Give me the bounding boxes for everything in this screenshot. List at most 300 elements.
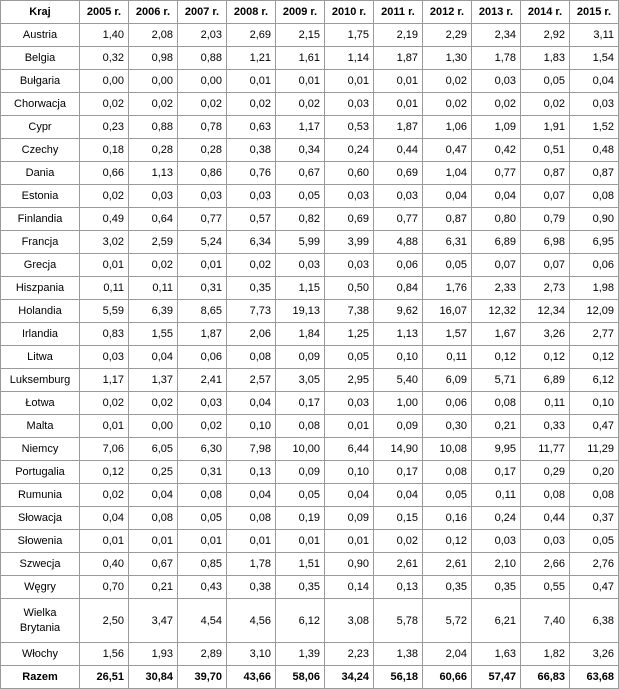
- value-cell: 0,32: [80, 47, 129, 70]
- value-cell: 1,37: [129, 369, 178, 392]
- value-cell: 2,95: [325, 369, 374, 392]
- value-cell: 14,90: [374, 438, 423, 461]
- value-cell: 2,29: [423, 24, 472, 47]
- value-cell: 1,63: [472, 643, 521, 666]
- value-cell: 58,06: [276, 666, 325, 689]
- header-year: 2015 r.: [570, 1, 619, 24]
- value-cell: 2,57: [227, 369, 276, 392]
- value-cell: 3,10: [227, 643, 276, 666]
- value-cell: 0,01: [374, 93, 423, 116]
- value-cell: 2,15: [276, 24, 325, 47]
- value-cell: 0,03: [472, 70, 521, 93]
- value-cell: 0,01: [80, 530, 129, 553]
- value-cell: 0,66: [80, 162, 129, 185]
- table-row: [1, 369, 619, 392]
- value-cell: 1,55: [129, 323, 178, 346]
- value-cell: 0,11: [423, 346, 472, 369]
- value-cell: 63,68: [570, 666, 619, 689]
- value-cell: 1,76: [423, 277, 472, 300]
- value-cell: 0,47: [570, 415, 619, 438]
- value-cell: 7,38: [325, 300, 374, 323]
- value-cell: 2,73: [521, 277, 570, 300]
- value-cell: 0,69: [374, 162, 423, 185]
- value-cell: 2,08: [129, 24, 178, 47]
- value-cell: 6,95: [570, 231, 619, 254]
- value-cell: 0,04: [374, 484, 423, 507]
- value-cell: 0,03: [276, 254, 325, 277]
- value-cell: 0,21: [472, 415, 521, 438]
- value-cell: 1,15: [276, 277, 325, 300]
- value-cell: 0,06: [423, 392, 472, 415]
- value-cell: 1,78: [472, 47, 521, 70]
- value-cell: 0,02: [80, 392, 129, 415]
- value-cell: 0,08: [227, 346, 276, 369]
- value-cell: 0,87: [570, 162, 619, 185]
- value-cell: 2,69: [227, 24, 276, 47]
- country-cell: Łotwa: [1, 392, 80, 415]
- country-cell: Luksemburg: [1, 369, 80, 392]
- country-cell: Belgia: [1, 47, 80, 70]
- value-cell: 1,98: [570, 277, 619, 300]
- value-cell: 2,92: [521, 24, 570, 47]
- value-cell: 0,06: [570, 254, 619, 277]
- value-cell: 0,08: [178, 484, 227, 507]
- table-row: [1, 162, 619, 185]
- value-cell: 0,67: [276, 162, 325, 185]
- table-row: [1, 323, 619, 346]
- table-row: [1, 47, 619, 70]
- value-cell: 0,01: [227, 70, 276, 93]
- value-cell: 0,02: [521, 93, 570, 116]
- value-cell: 0,77: [374, 208, 423, 231]
- value-cell: 2,03: [178, 24, 227, 47]
- value-cell: 5,59: [80, 300, 129, 323]
- value-cell: 0,90: [570, 208, 619, 231]
- table-row: [1, 599, 619, 643]
- value-cell: 0,07: [521, 254, 570, 277]
- value-cell: 0,10: [374, 346, 423, 369]
- value-cell: 0,02: [227, 254, 276, 277]
- value-cell: 0,04: [227, 392, 276, 415]
- value-cell: 6,05: [129, 438, 178, 461]
- table-row: [1, 507, 619, 530]
- value-cell: 6,98: [521, 231, 570, 254]
- value-cell: 2,10: [472, 553, 521, 576]
- value-cell: 0,35: [276, 576, 325, 599]
- value-cell: 0,17: [276, 392, 325, 415]
- value-cell: 0,08: [521, 484, 570, 507]
- value-cell: 0,37: [570, 507, 619, 530]
- table-body: [1, 24, 619, 689]
- country-cell: Cypr: [1, 116, 80, 139]
- value-cell: 0,03: [325, 185, 374, 208]
- value-cell: 3,47: [129, 599, 178, 643]
- value-cell: 1,51: [276, 553, 325, 576]
- value-cell: 0,01: [178, 254, 227, 277]
- value-cell: 0,13: [374, 576, 423, 599]
- country-cell: Portugalia: [1, 461, 80, 484]
- value-cell: 0,01: [374, 70, 423, 93]
- value-cell: 3,99: [325, 231, 374, 254]
- value-cell: 0,02: [129, 93, 178, 116]
- value-cell: 5,24: [178, 231, 227, 254]
- value-cell: 0,35: [423, 576, 472, 599]
- value-cell: 0,00: [129, 415, 178, 438]
- value-cell: 0,12: [472, 346, 521, 369]
- value-cell: 0,03: [325, 254, 374, 277]
- header-year: 2013 r.: [472, 1, 521, 24]
- header-year: 2012 r.: [423, 1, 472, 24]
- table-row: [1, 300, 619, 323]
- value-cell: 0,02: [129, 254, 178, 277]
- value-cell: 0,12: [80, 461, 129, 484]
- table-row: [1, 24, 619, 47]
- value-cell: 1,17: [276, 116, 325, 139]
- value-cell: 2,77: [570, 323, 619, 346]
- value-cell: 0,04: [570, 70, 619, 93]
- country-cell: Irlandia: [1, 323, 80, 346]
- value-cell: 1,67: [472, 323, 521, 346]
- country-cell: Grecja: [1, 254, 80, 277]
- value-cell: 0,08: [570, 185, 619, 208]
- value-cell: 0,11: [80, 277, 129, 300]
- value-cell: 2,59: [129, 231, 178, 254]
- value-cell: 1,09: [472, 116, 521, 139]
- value-cell: 0,35: [227, 277, 276, 300]
- value-cell: 9,62: [374, 300, 423, 323]
- value-cell: 0,01: [178, 530, 227, 553]
- country-cell: Malta: [1, 415, 80, 438]
- value-cell: 0,07: [521, 185, 570, 208]
- value-cell: 1,61: [276, 47, 325, 70]
- value-cell: 0,34: [276, 139, 325, 162]
- value-cell: 0,40: [80, 553, 129, 576]
- table-row: [1, 553, 619, 576]
- value-cell: 0,05: [570, 530, 619, 553]
- value-cell: 0,01: [129, 530, 178, 553]
- value-cell: 0,55: [521, 576, 570, 599]
- value-cell: 0,88: [178, 47, 227, 70]
- value-cell: 2,33: [472, 277, 521, 300]
- value-cell: 0,84: [374, 277, 423, 300]
- value-cell: 0,03: [570, 93, 619, 116]
- value-cell: 0,08: [276, 415, 325, 438]
- value-cell: 1,13: [374, 323, 423, 346]
- value-cell: 7,73: [227, 300, 276, 323]
- value-cell: 2,89: [178, 643, 227, 666]
- value-cell: 0,03: [227, 185, 276, 208]
- value-cell: 0,03: [80, 346, 129, 369]
- value-cell: 0,80: [472, 208, 521, 231]
- value-cell: 0,38: [227, 576, 276, 599]
- value-cell: 1,87: [178, 323, 227, 346]
- value-cell: 16,07: [423, 300, 472, 323]
- table-row: [1, 231, 619, 254]
- header-year: 2008 r.: [227, 1, 276, 24]
- value-cell: 2,19: [374, 24, 423, 47]
- value-cell: 1,78: [227, 553, 276, 576]
- value-cell: 0,50: [325, 277, 374, 300]
- value-cell: 0,01: [276, 530, 325, 553]
- value-cell: 0,17: [374, 461, 423, 484]
- value-cell: 7,40: [521, 599, 570, 643]
- value-cell: 0,12: [521, 346, 570, 369]
- country-cell: Estonia: [1, 185, 80, 208]
- value-cell: 2,06: [227, 323, 276, 346]
- value-cell: 26,51: [80, 666, 129, 689]
- value-cell: 0,01: [325, 415, 374, 438]
- header-row: [1, 1, 619, 24]
- value-cell: 0,08: [570, 484, 619, 507]
- value-cell: 6,44: [325, 438, 374, 461]
- value-cell: 0,11: [129, 277, 178, 300]
- country-cell: Holandia: [1, 300, 80, 323]
- value-cell: 1,00: [374, 392, 423, 415]
- value-cell: 0,82: [276, 208, 325, 231]
- table-row: [1, 254, 619, 277]
- value-cell: 3,05: [276, 369, 325, 392]
- value-cell: 0,18: [80, 139, 129, 162]
- value-cell: 0,02: [423, 70, 472, 93]
- value-cell: 0,08: [227, 507, 276, 530]
- table-row: [1, 576, 619, 599]
- country-cell: Włochy: [1, 643, 80, 666]
- country-cell: Hiszpania: [1, 277, 80, 300]
- value-cell: 0,25: [129, 461, 178, 484]
- value-cell: 0,11: [521, 392, 570, 415]
- table-row: [1, 116, 619, 139]
- value-cell: 0,31: [178, 277, 227, 300]
- value-cell: 0,05: [423, 254, 472, 277]
- value-cell: 5,72: [423, 599, 472, 643]
- country-cell: Razem: [1, 666, 80, 689]
- value-cell: 5,71: [472, 369, 521, 392]
- table-row: [1, 277, 619, 300]
- value-cell: 1,82: [521, 643, 570, 666]
- value-cell: 0,03: [325, 392, 374, 415]
- value-cell: 0,02: [423, 93, 472, 116]
- value-cell: 3,11: [570, 24, 619, 47]
- value-cell: 4,54: [178, 599, 227, 643]
- value-cell: 0,47: [570, 576, 619, 599]
- value-cell: 0,44: [521, 507, 570, 530]
- table-row: [1, 643, 619, 666]
- country-cell: Czechy: [1, 139, 80, 162]
- value-cell: 2,50: [80, 599, 129, 643]
- header-year: 2011 r.: [374, 1, 423, 24]
- value-cell: 1,56: [80, 643, 129, 666]
- value-cell: 0,08: [423, 461, 472, 484]
- value-cell: 0,30: [423, 415, 472, 438]
- value-cell: 0,01: [325, 70, 374, 93]
- value-cell: 0,03: [178, 185, 227, 208]
- value-cell: 2,61: [423, 553, 472, 576]
- value-cell: 0,35: [472, 576, 521, 599]
- value-cell: 5,99: [276, 231, 325, 254]
- value-cell: 0,06: [374, 254, 423, 277]
- value-cell: 11,29: [570, 438, 619, 461]
- value-cell: 0,05: [521, 70, 570, 93]
- value-cell: 0,57: [227, 208, 276, 231]
- value-cell: 1,13: [129, 162, 178, 185]
- value-cell: 0,05: [276, 185, 325, 208]
- value-cell: 0,09: [276, 346, 325, 369]
- table-row: [1, 530, 619, 553]
- table-row: [1, 415, 619, 438]
- value-cell: 1,40: [80, 24, 129, 47]
- table-row: [1, 438, 619, 461]
- value-cell: 0,28: [178, 139, 227, 162]
- value-cell: 0,02: [472, 93, 521, 116]
- value-cell: 0,03: [521, 530, 570, 553]
- table-row: [1, 392, 619, 415]
- value-cell: 0,43: [178, 576, 227, 599]
- value-cell: 0,02: [276, 93, 325, 116]
- value-cell: 56,18: [374, 666, 423, 689]
- value-cell: 0,20: [570, 461, 619, 484]
- value-cell: 0,04: [129, 484, 178, 507]
- header-year: 2014 r.: [521, 1, 570, 24]
- header-year: 2006 r.: [129, 1, 178, 24]
- value-cell: 0,00: [129, 70, 178, 93]
- value-cell: 0,85: [178, 553, 227, 576]
- value-cell: 2,04: [423, 643, 472, 666]
- value-cell: 0,03: [178, 392, 227, 415]
- value-cell: 0,76: [227, 162, 276, 185]
- value-cell: 0,12: [423, 530, 472, 553]
- country-cell: Litwa: [1, 346, 80, 369]
- country-cell: Francja: [1, 231, 80, 254]
- value-cell: 0,19: [276, 507, 325, 530]
- value-cell: 9,95: [472, 438, 521, 461]
- table-row: [1, 484, 619, 507]
- value-cell: 1,52: [570, 116, 619, 139]
- value-cell: 0,47: [423, 139, 472, 162]
- value-cell: 6,21: [472, 599, 521, 643]
- value-cell: 0,42: [472, 139, 521, 162]
- value-cell: 0,00: [178, 70, 227, 93]
- value-cell: 0,00: [80, 70, 129, 93]
- value-cell: 4,56: [227, 599, 276, 643]
- value-cell: 2,41: [178, 369, 227, 392]
- value-cell: 8,65: [178, 300, 227, 323]
- value-cell: 1,04: [423, 162, 472, 185]
- country-cell: Bułgaria: [1, 70, 80, 93]
- country-cell: Dania: [1, 162, 80, 185]
- value-cell: 0,05: [276, 484, 325, 507]
- country-cell: Finlandia: [1, 208, 80, 231]
- value-cell: 1,39: [276, 643, 325, 666]
- value-cell: 0,90: [325, 553, 374, 576]
- value-cell: 1,83: [521, 47, 570, 70]
- value-cell: 0,17: [472, 461, 521, 484]
- value-cell: 0,31: [178, 461, 227, 484]
- value-cell: 0,67: [129, 553, 178, 576]
- value-cell: 1,54: [570, 47, 619, 70]
- country-cell: Austria: [1, 24, 80, 47]
- value-cell: 10,00: [276, 438, 325, 461]
- country-cell: Węgry: [1, 576, 80, 599]
- value-cell: 0,09: [276, 461, 325, 484]
- value-cell: 0,10: [325, 461, 374, 484]
- value-cell: 0,03: [325, 93, 374, 116]
- value-cell: 7,06: [80, 438, 129, 461]
- header-year: 2007 r.: [178, 1, 227, 24]
- country-cell: Niemcy: [1, 438, 80, 461]
- value-cell: 0,49: [80, 208, 129, 231]
- value-cell: 0,05: [423, 484, 472, 507]
- value-cell: 6,39: [129, 300, 178, 323]
- value-cell: 0,63: [227, 116, 276, 139]
- value-cell: 0,04: [472, 185, 521, 208]
- value-cell: 0,08: [472, 392, 521, 415]
- value-cell: 7,98: [227, 438, 276, 461]
- value-cell: 0,04: [423, 185, 472, 208]
- value-cell: 1,93: [129, 643, 178, 666]
- value-cell: 4,88: [374, 231, 423, 254]
- value-cell: 0,29: [521, 461, 570, 484]
- value-cell: 1,14: [325, 47, 374, 70]
- value-cell: 0,87: [423, 208, 472, 231]
- value-cell: 6,34: [227, 231, 276, 254]
- value-cell: 0,01: [80, 254, 129, 277]
- value-cell: 30,84: [129, 666, 178, 689]
- table-row: [1, 346, 619, 369]
- value-cell: 1,87: [374, 47, 423, 70]
- value-cell: 0,69: [325, 208, 374, 231]
- value-cell: 0,86: [178, 162, 227, 185]
- value-cell: 1,75: [325, 24, 374, 47]
- value-cell: 0,04: [80, 507, 129, 530]
- value-cell: 6,12: [276, 599, 325, 643]
- value-cell: 0,64: [129, 208, 178, 231]
- value-cell: 0,24: [325, 139, 374, 162]
- value-cell: 0,70: [80, 576, 129, 599]
- value-cell: 0,01: [325, 530, 374, 553]
- header-year: 2010 r.: [325, 1, 374, 24]
- value-cell: 1,57: [423, 323, 472, 346]
- value-cell: 0,01: [276, 70, 325, 93]
- value-cell: 0,16: [423, 507, 472, 530]
- country-cell: Rumunia: [1, 484, 80, 507]
- value-cell: 0,02: [227, 93, 276, 116]
- value-cell: 0,02: [80, 93, 129, 116]
- country-cell: Wielka Brytania: [1, 599, 80, 643]
- value-cell: 0,33: [521, 415, 570, 438]
- value-cell: 0,02: [178, 93, 227, 116]
- value-cell: 3,02: [80, 231, 129, 254]
- value-cell: 2,66: [521, 553, 570, 576]
- value-cell: 66,83: [521, 666, 570, 689]
- value-cell: 0,07: [472, 254, 521, 277]
- header-country: Kraj: [1, 1, 80, 24]
- value-cell: 0,04: [227, 484, 276, 507]
- value-cell: 0,44: [374, 139, 423, 162]
- value-cell: 0,09: [325, 507, 374, 530]
- value-cell: 10,08: [423, 438, 472, 461]
- value-cell: 1,30: [423, 47, 472, 70]
- value-cell: 0,02: [374, 530, 423, 553]
- country-cell: Słowacja: [1, 507, 80, 530]
- table-row: [1, 93, 619, 116]
- value-cell: 0,01: [80, 415, 129, 438]
- value-cell: 6,09: [423, 369, 472, 392]
- table-row: [1, 70, 619, 93]
- value-cell: 0,05: [178, 507, 227, 530]
- value-cell: 6,30: [178, 438, 227, 461]
- value-cell: 3,26: [570, 643, 619, 666]
- value-cell: 0,04: [325, 484, 374, 507]
